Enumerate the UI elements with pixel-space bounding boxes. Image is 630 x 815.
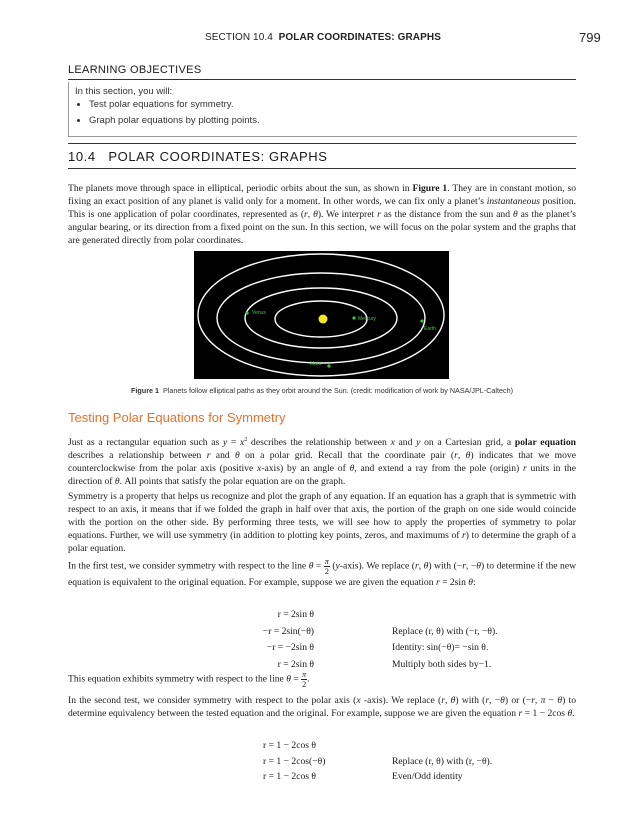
learning-objectives-title: LEARNING OBJECTIVES	[68, 64, 576, 80]
objective-item: • Graph polar equations by plotting points.	[89, 115, 260, 126]
mars-planet-icon	[327, 364, 330, 367]
venus-planet-icon	[245, 311, 248, 314]
first-test-paragraph: In the first test, we consider symmetry with respect to the line θ = $\frac{\pi}{2}$ (y-axis). We replace (r, θ) with (−r, −θ) to determine if the new equation is equivalent to the original equation. For example, suppose we are given the equation r = 2sin θ:	[68, 557, 577, 588]
learning-objectives-intro: In this section, you will:	[75, 86, 173, 97]
symmetry-intro-paragraph: Just as a rectangular equation such as $y = x^2$ describes the relationship between x and y on a Cartesian grid, a polar equation describes a relationship between r and θ on a polar grid. Recall that the coordinate pair (r, θ) indicates that we move counterclockwise from the polar axis (positive x-axis) by an angle of θ, and extend a ray from the pole (origin) r units in the direction of θ. All points that satisfy the polar equation are on the graph.	[68, 437, 576, 488]
fraction-pi-over-2: $\frac{\pi}{2}$	[324, 557, 329, 576]
section-number: 10.4	[68, 149, 96, 164]
sun-icon	[319, 315, 328, 324]
equation-7-lhs: r = 1 − 2cos θ	[263, 771, 316, 782]
equation-7-note: Even/Odd identity	[392, 771, 463, 782]
objective-item: • Test polar equations for symmetry.	[89, 99, 260, 110]
symmetry-definition-paragraph: Symmetry is a property that helps us recognize and plot the graph of any equation. If an equation has a graph that is symmetric with respect to an axis, it means that if we folded the graph in half over that axis, the portion of the graph on one side would coincide with the portion on the other side. By performing three tests, we will see how to apply the properties of symmetry to polar equations. Further, we will use symmetry (in addition to plotting key points, zeros, and maximums of r) to determine the graph of a polar equation.	[68, 491, 577, 554]
equation-1-lhs: r = 2sin θ	[277, 609, 314, 620]
equation-2-note: Replace (r, θ) with (−r, −θ).	[392, 626, 498, 637]
equation-4-lhs: r = 2sin θ	[277, 659, 314, 670]
caption-text: Planets follow elliptical paths as they orbit around the Sun. (credit: modification of work by NASA/JPL-Caltech)	[163, 386, 513, 395]
venus-label: Venus	[252, 310, 266, 316]
earth-label: Earth	[424, 326, 436, 332]
orbits-svg	[194, 251, 449, 379]
header-section-title: POLAR COORDINATES: GRAPHS	[278, 32, 441, 43]
learning-objectives-list	[75, 99, 260, 131]
equation-5-lhs: r = 1 − 2cos θ	[263, 740, 316, 751]
mercury-label: Mercury	[358, 316, 377, 322]
mercury-planet-icon	[352, 316, 355, 319]
equation-3-lhs: −r = −2sin θ	[266, 642, 314, 653]
equation-6-note: Replace (r, θ) with (r, −θ).	[392, 756, 493, 767]
equation-3-note: Identity: sin(−θ)= −sin θ.	[392, 642, 489, 653]
equation-2-lhs: −r = 2sin(−θ)	[262, 626, 314, 637]
earth-planet-icon	[420, 319, 423, 322]
planet-orbits-figure	[194, 251, 449, 379]
equation-4-note: Multiply both sides by−1.	[392, 659, 492, 670]
symmetry-conclusion-1: This equation exhibits symmetry with respect to the line θ = $\frac{\pi}{2}$ .	[68, 670, 310, 689]
section-title: POLAR COORDINATES: GRAPHS	[108, 149, 328, 164]
equation-6-lhs: r = 1 − 2cos(−θ)	[263, 756, 326, 767]
header-section: SECTION 10.4 POLAR COORDINATES: GRAPHS	[205, 32, 441, 43]
section-heading	[68, 143, 576, 169]
learning-objectives-box	[68, 82, 577, 137]
fraction-pi-over-2: $\frac{\pi}{2}$	[302, 670, 307, 689]
subsection-heading: Testing Polar Equations for Symmetry	[68, 410, 286, 425]
mars-label: Mars	[310, 361, 322, 367]
page-number: 799	[579, 30, 601, 45]
intro-paragraph: The planets move through space in elliptical, periodic orbits about the sun, as shown in Figure 1. They are in constant motion, so fixing an exact position of any planet is valid only for a moment. In other words, we can fix only a planet’s instantaneous position. This is one application of polar coordinates, represented as (r, θ). We interpret r as the distance from the sun and θ as the planet’s angular bearing, or its direction from a fixed point on the sun. In this section, we will focus on the polar system and the graphs that are generated directly from polar coordinates.	[68, 183, 576, 246]
caption-label: Figure 1	[131, 386, 159, 395]
second-test-paragraph: In the second test, we consider symmetry with respect to the polar axis (x -axis). We replace (r, θ) with (r, −θ) or (−r, π − θ) to determine equivalency between the tested equation and the original. For example, suppose we are given the equation r = 1 − 2cos θ.	[68, 695, 577, 719]
figure-caption	[68, 386, 576, 395]
running-header	[0, 30, 630, 46]
